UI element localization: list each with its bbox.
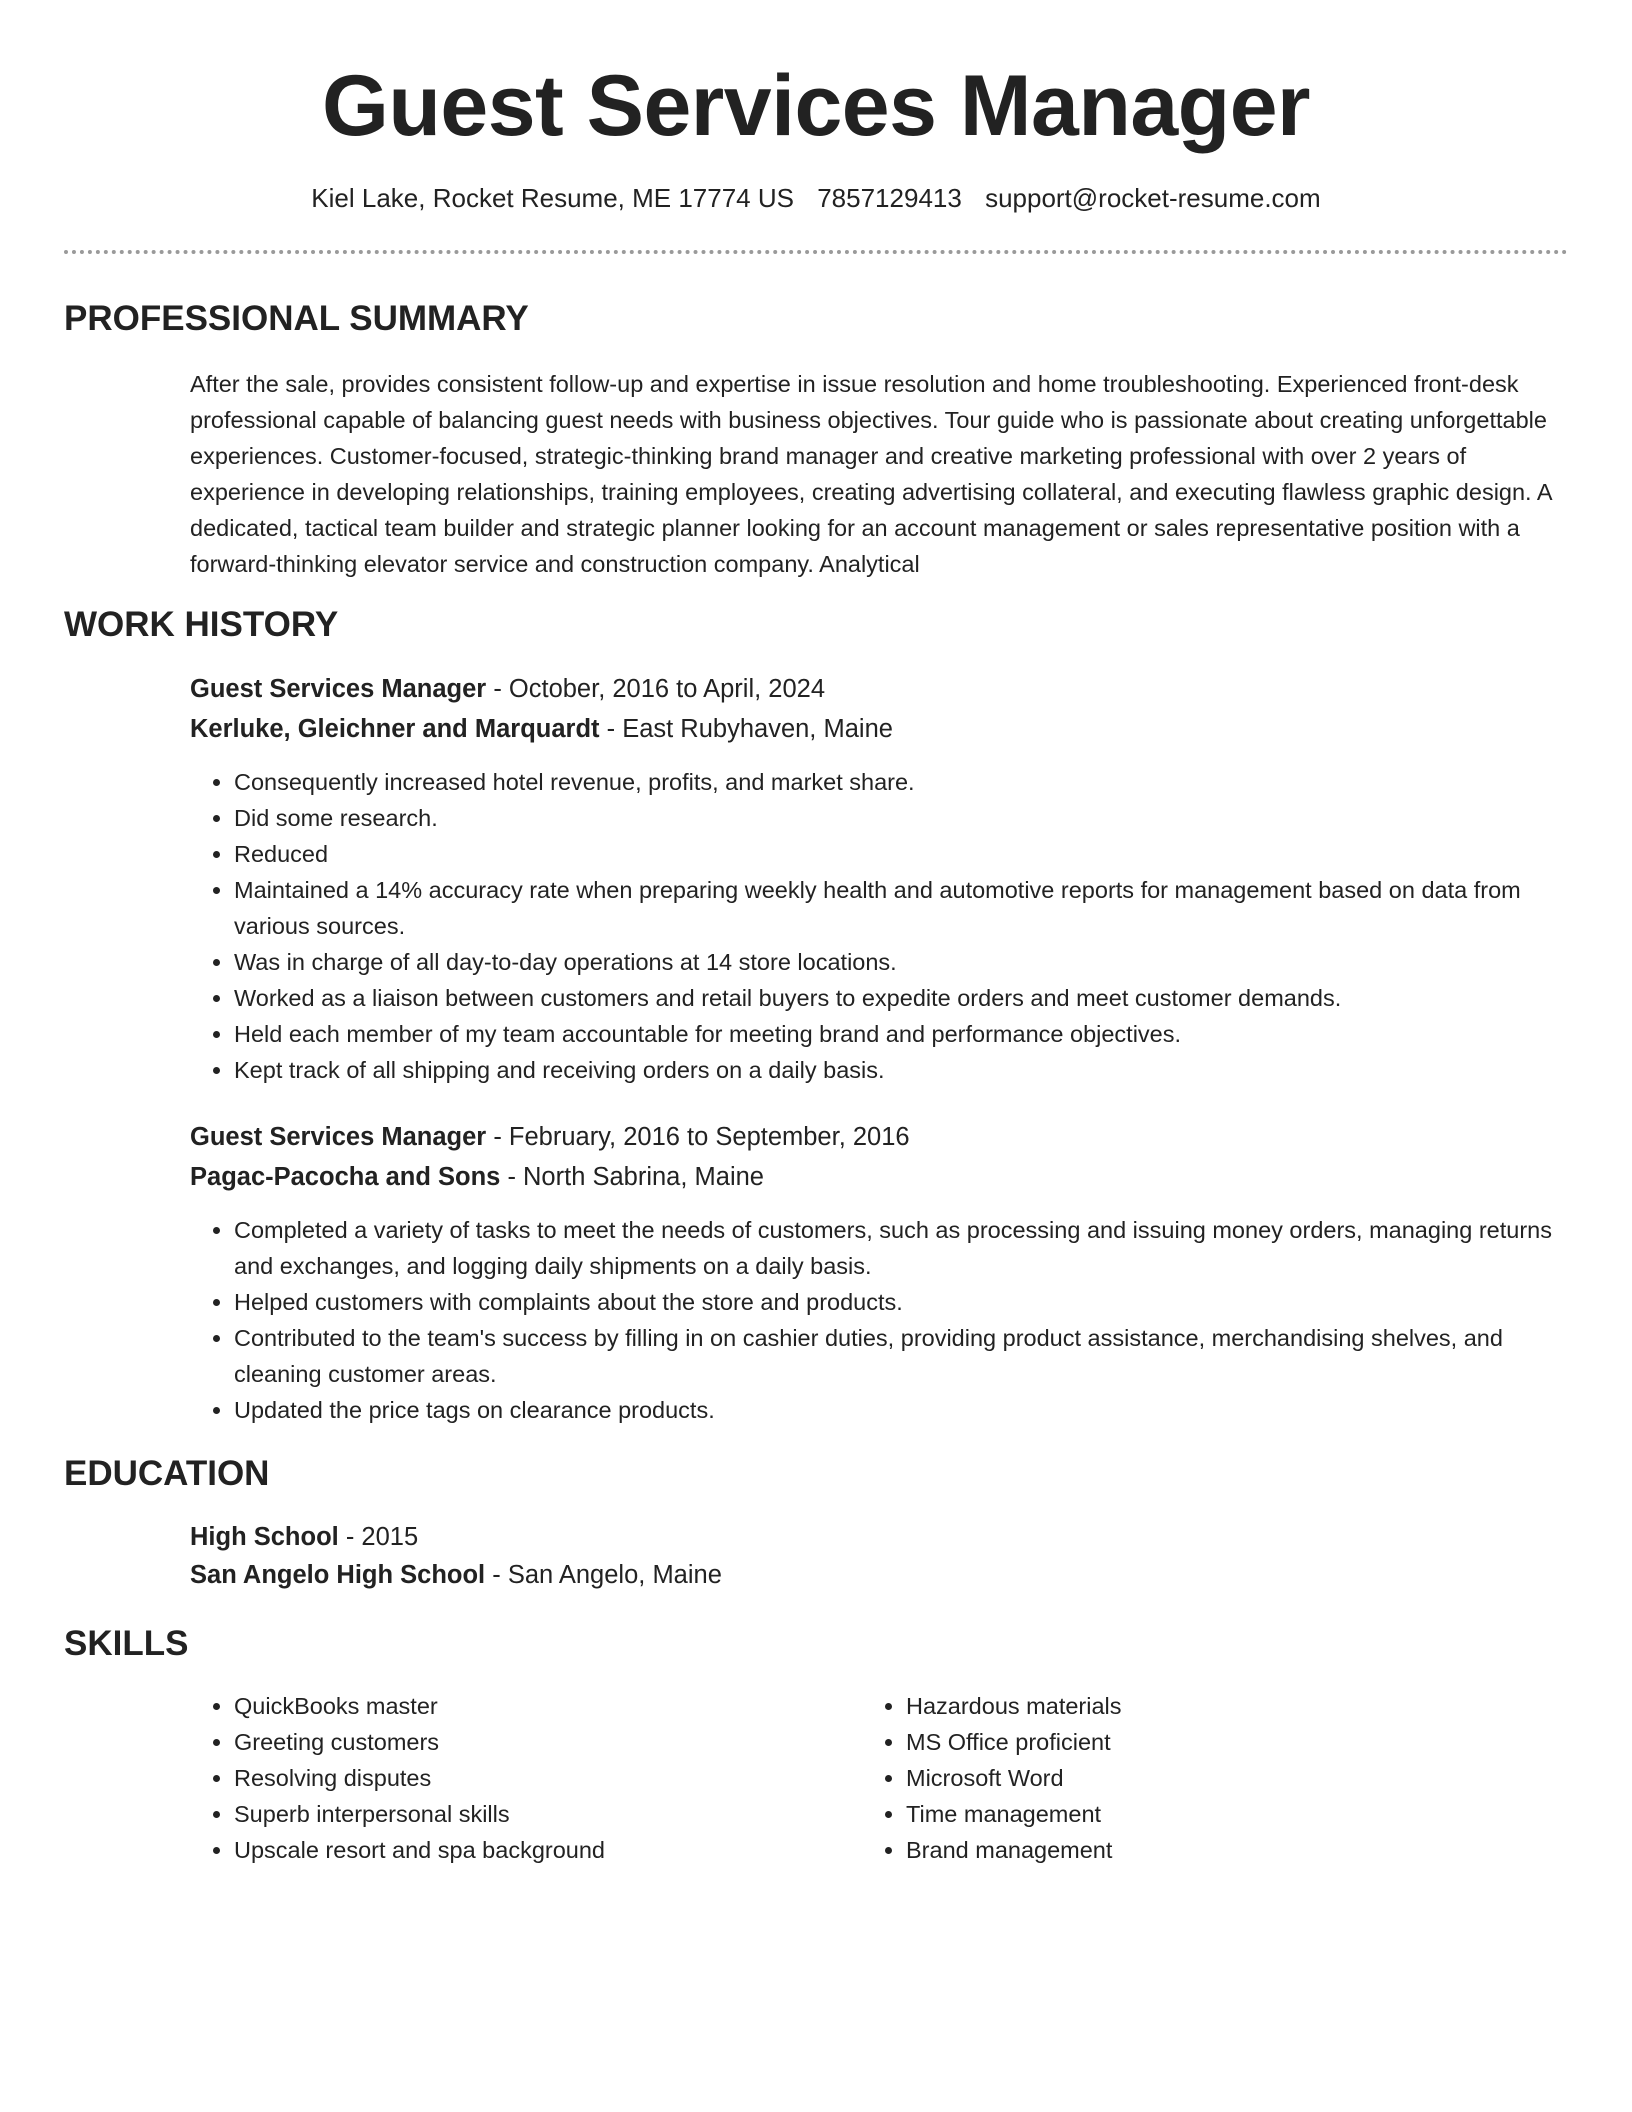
- work-history-heading: WORK HISTORY: [64, 605, 339, 644]
- list-item: • Brand management: [906, 1832, 1560, 1868]
- list-item: • Resolving disputes: [234, 1760, 862, 1796]
- job-2-title-line: [190, 1118, 1560, 1156]
- list-item: • MS Office proficient: [906, 1724, 1560, 1760]
- header-divider: [64, 250, 1568, 254]
- list-item: • Worked as a liaison between customers and retail buyers to expedite orders and meet customer demands.: [234, 980, 1560, 1016]
- list-item: • Maintained a 14% accuracy rate when preparing weekly health and automotive reports for management based on data from various sources.: [234, 872, 1560, 944]
- list-item: • Reduced: [234, 836, 1560, 872]
- list-item: • Did some research.: [234, 800, 1560, 836]
- candidate-name: Guest Services Manager: [321, 58, 1311, 154]
- job-1-bullets: [190, 764, 1560, 1088]
- job-1-company-line: [190, 710, 1560, 748]
- job-2-role: Guest Services Manager: [190, 1123, 487, 1151]
- list-item: • Greeting customers: [234, 1724, 862, 1760]
- job-1-location: - East Rubyhaven, Maine: [599, 715, 893, 743]
- education-degree: High School: [190, 1523, 339, 1551]
- education-degree-line: [190, 1518, 1560, 1556]
- education-location: - San Angelo, Maine: [485, 1561, 722, 1589]
- job-2-company-line: [190, 1158, 1560, 1196]
- job-1-role: Guest Services Manager: [190, 675, 487, 703]
- education-year: - 2015: [338, 1523, 419, 1551]
- list-item: • Superb interpersonal skills: [234, 1796, 862, 1832]
- job-2-company: Pagac-Pacocha and Sons: [190, 1163, 501, 1191]
- list-item: • QuickBooks master: [234, 1688, 862, 1724]
- skills-left-column: [190, 1688, 862, 1868]
- list-item: • Consequently increased hotel revenue, profits, and market share.: [234, 764, 1560, 800]
- summary-text: After the sale, provides consistent follow-up and expertise in issue resolution and home troubleshooting. Experienced front-desk professional capable of balancing guest needs with business objectives. Tour guide who is passionate about creating unforgettable experiences. Customer-focused, strategic-thinking brand manager and creative marketing professional with over 2 years of experience in developing relationships, training employees, creating advertising collateral, and executing flawless graphic design. A dedicated, tactical team builder and strategic planner looking for an account management or sales representative position with a forward-thinking elevator service and construction company. Analytical: [190, 371, 1552, 577]
- list-item: • Kept track of all shipping and receiving orders on a daily basis.: [234, 1052, 1560, 1088]
- list-item: • Upscale resort and spa background: [234, 1832, 862, 1868]
- contact-email: support@rocket-resume.com: [985, 183, 1321, 213]
- contact-address: Kiel Lake, Rocket Resume, ME 17774 US: [311, 183, 794, 213]
- skills-heading: SKILLS: [64, 1624, 189, 1663]
- list-item: • Microsoft Word: [906, 1760, 1560, 1796]
- list-item: • Completed a variety of tasks to meet the needs of customers, such as processing and issuing money orders, managing returns and exchanges, and logging daily shipments on a daily basis.: [234, 1212, 1560, 1284]
- job-1-company: Kerluke, Gleichner and Marquardt: [190, 715, 600, 743]
- job-2-location: - North Sabrina, Maine: [500, 1163, 764, 1191]
- education-heading: EDUCATION: [64, 1454, 270, 1493]
- job-1-dates: - October, 2016 to April, 2024: [486, 675, 826, 703]
- contact-phone: 7857129413: [817, 183, 962, 213]
- list-item: • Helped customers with complaints about the store and products.: [234, 1284, 1560, 1320]
- contact-line: [0, 180, 1632, 216]
- list-item: • Time management: [906, 1796, 1560, 1832]
- list-item: • Was in charge of all day-to-day operations at 14 store locations.: [234, 944, 1560, 980]
- list-item: • Contributed to the team's success by filling in on cashier duties, providing product assistance, merchandising shelves, and cleaning customer areas.: [234, 1320, 1560, 1392]
- list-item: • Held each member of my team accountable for meeting brand and performance objectives.: [234, 1016, 1560, 1052]
- education-school: San Angelo High School: [190, 1561, 486, 1589]
- summary-heading: PROFESSIONAL SUMMARY: [64, 299, 529, 338]
- job-2-dates: - February, 2016 to September, 2016: [486, 1123, 910, 1151]
- skills-right-column: [862, 1688, 1560, 1868]
- job-2-bullets: [190, 1212, 1560, 1428]
- job-1-title-line: [190, 670, 1560, 708]
- education-school-line: [190, 1556, 1560, 1594]
- list-item: • Updated the price tags on clearance products.: [234, 1392, 1560, 1428]
- list-item: • Hazardous materials: [906, 1688, 1560, 1724]
